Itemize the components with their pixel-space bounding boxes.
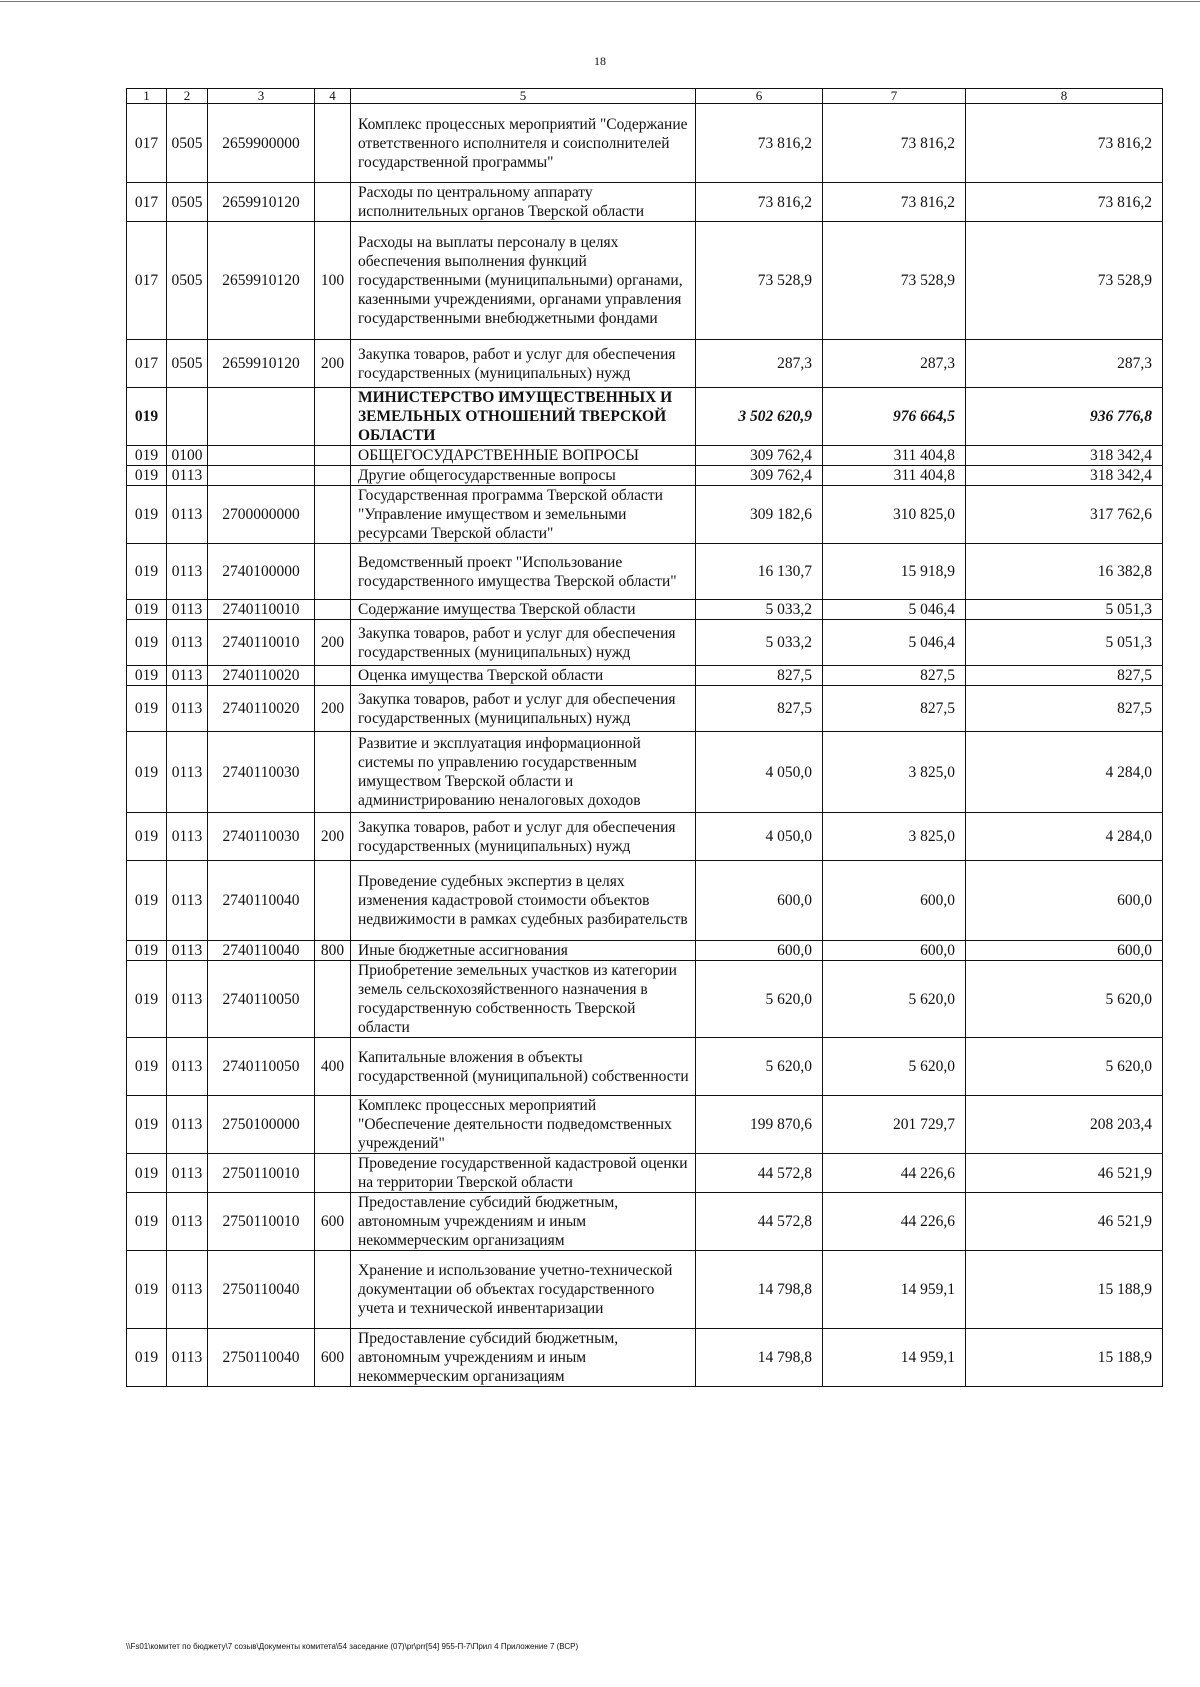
cell-c3: 2740110050: [208, 961, 315, 1038]
cell-c4: 100: [315, 222, 351, 340]
cell-c4: 600: [315, 1329, 351, 1387]
cell-c6: 73 816,2: [696, 104, 823, 183]
cell-c5: Капитальные вложения в объекты государственной (муниципальной) собственности: [351, 1038, 696, 1096]
cell-c6: 44 572,8: [696, 1193, 823, 1251]
cell-c7: 310 825,0: [823, 486, 966, 544]
cell-c1: 019: [127, 446, 167, 466]
cell-c5: Проведение судебных экспертиз в целях изменения кадастровой стоимости объектов недвижимости в рамках судебных разбирательств: [351, 861, 696, 941]
cell-c8: 600,0: [966, 861, 1163, 941]
table-row: [127, 222, 1163, 340]
cell-c8: 318 342,4: [966, 446, 1163, 466]
cell-c5: Закупка товаров, работ и услуг для обеспечения государственных (муниципальных) нужд: [351, 340, 696, 388]
cell-c7: 827,5: [823, 666, 966, 686]
cell-c8: 208 203,4: [966, 1096, 1163, 1154]
cell-c8: 73 816,2: [966, 104, 1163, 183]
cell-c1: 019: [127, 388, 167, 446]
cell-c8: 4 284,0: [966, 732, 1163, 813]
cell-c7: 3 825,0: [823, 732, 966, 813]
cell-c1: 019: [127, 600, 167, 620]
cell-c8: 46 521,9: [966, 1193, 1163, 1251]
cell-c3: 2740110040: [208, 941, 315, 961]
cell-c5: Закупка товаров, работ и услуг для обеспечения государственных (муниципальных) нужд: [351, 620, 696, 666]
cell-c2: 0113: [167, 620, 208, 666]
cell-c7: 5 046,4: [823, 620, 966, 666]
cell-c4: [315, 466, 351, 486]
cell-c8: 16 382,8: [966, 544, 1163, 600]
cell-c5: Иные бюджетные ассигнования: [351, 941, 696, 961]
cell-c5: Оценка имущества Тверской области: [351, 666, 696, 686]
cell-c3: 2750110040: [208, 1251, 315, 1329]
cell-c6: 309 762,4: [696, 466, 823, 486]
cell-c6: 600,0: [696, 861, 823, 941]
cell-c5: Расходы по центральному аппарату исполнительных органов Тверской области: [351, 183, 696, 222]
cell-c8: 936 776,8: [966, 388, 1163, 446]
cell-c7: 201 729,7: [823, 1096, 966, 1154]
cell-c5: Проведение государственной кадастровой оценки на территории Тверской области: [351, 1154, 696, 1193]
cell-c5: Развитие и эксплуатация информационной системы по управлению государственным имуществом Тверской области и администрированию неналоговых доходов: [351, 732, 696, 813]
table-row: [127, 1038, 1163, 1096]
cell-c7: 5 620,0: [823, 961, 966, 1038]
cell-c1: 019: [127, 941, 167, 961]
cell-c4: [315, 732, 351, 813]
cell-c8: 827,5: [966, 686, 1163, 732]
cell-c4: [315, 486, 351, 544]
cell-c6: 16 130,7: [696, 544, 823, 600]
cell-c4: [315, 600, 351, 620]
cell-c8: 4 284,0: [966, 813, 1163, 861]
cell-c7: 44 226,6: [823, 1193, 966, 1251]
cell-c3: 2659910120: [208, 340, 315, 388]
cell-c2: 0113: [167, 544, 208, 600]
cell-c5: Предоставление субсидий бюджетным, автономным учреждениям и иным некоммерческим организациям: [351, 1193, 696, 1251]
cell-c2: 0113: [167, 813, 208, 861]
cell-c7: 15 918,9: [823, 544, 966, 600]
table-header-row: [127, 89, 1163, 104]
cell-c5: Приобретение земельных участков из категории земель сельскохозяйственного назначения в государственную собственность Тверской области: [351, 961, 696, 1038]
cell-c8: 287,3: [966, 340, 1163, 388]
cell-c3: 2750110010: [208, 1154, 315, 1193]
cell-c7: 14 959,1: [823, 1329, 966, 1387]
cell-c3: 2700000000: [208, 486, 315, 544]
cell-c6: 287,3: [696, 340, 823, 388]
cell-c1: 019: [127, 813, 167, 861]
cell-c6: 14 798,8: [696, 1329, 823, 1387]
table-row: [127, 600, 1163, 620]
table-row: [127, 813, 1163, 861]
cell-c3: 2740110010: [208, 600, 315, 620]
cell-c7: 287,3: [823, 340, 966, 388]
cell-c6: 73 816,2: [696, 183, 823, 222]
cell-c4: 200: [315, 813, 351, 861]
cell-c4: [315, 183, 351, 222]
cell-c5: Закупка товаров, работ и услуг для обеспечения государственных (муниципальных) нужд: [351, 686, 696, 732]
cell-c3: 2740110020: [208, 666, 315, 686]
cell-c7: 827,5: [823, 686, 966, 732]
cell-c5: Государственная программа Тверской области "Управление имуществом и земельными ресурсами Тверской области": [351, 486, 696, 544]
cell-c7: 14 959,1: [823, 1251, 966, 1329]
cell-c5: Закупка товаров, работ и услуг для обеспечения государственных (муниципальных) нужд: [351, 813, 696, 861]
cell-c8: 317 762,6: [966, 486, 1163, 544]
cell-c4: 200: [315, 340, 351, 388]
cell-c4: 800: [315, 941, 351, 961]
table-row: [127, 1154, 1163, 1193]
cell-c8: 5 051,3: [966, 620, 1163, 666]
cell-c2: 0113: [167, 941, 208, 961]
cell-c4: [315, 961, 351, 1038]
cell-c8: 5 051,3: [966, 600, 1163, 620]
cell-c1: 017: [127, 222, 167, 340]
cell-c3: [208, 446, 315, 466]
cell-c2: 0113: [167, 486, 208, 544]
cell-c1: 019: [127, 620, 167, 666]
cell-c3: 2740100000: [208, 544, 315, 600]
cell-c7: 73 528,9: [823, 222, 966, 340]
table-row: [127, 1193, 1163, 1251]
table-row: [127, 544, 1163, 600]
cell-c6: 3 502 620,9: [696, 388, 823, 446]
table-row: [127, 1096, 1163, 1154]
table-row: [127, 686, 1163, 732]
cell-c4: [315, 388, 351, 446]
cell-c3: 2740110040: [208, 861, 315, 941]
cell-c7: 600,0: [823, 941, 966, 961]
cell-c2: 0505: [167, 183, 208, 222]
cell-c5: Содержание имущества Тверской области: [351, 600, 696, 620]
cell-c3: [208, 388, 315, 446]
cell-c8: 73 816,2: [966, 183, 1163, 222]
cell-c2: 0505: [167, 104, 208, 183]
table-row: [127, 620, 1163, 666]
cell-c6: 4 050,0: [696, 813, 823, 861]
table-row: [127, 486, 1163, 544]
cell-c7: 73 816,2: [823, 183, 966, 222]
cell-c6: 199 870,6: [696, 1096, 823, 1154]
table-row: [127, 104, 1163, 183]
cell-c3: 2750110040: [208, 1329, 315, 1387]
cell-c8: 73 528,9: [966, 222, 1163, 340]
cell-c8: 5 620,0: [966, 961, 1163, 1038]
cell-c1: 019: [127, 544, 167, 600]
cell-c2: [167, 388, 208, 446]
header-col-4: 4: [315, 89, 351, 104]
table-row: [127, 941, 1163, 961]
cell-c4: 200: [315, 620, 351, 666]
cell-c8: 827,5: [966, 666, 1163, 686]
cell-c1: 019: [127, 732, 167, 813]
cell-c2: 0113: [167, 961, 208, 1038]
cell-c2: 0113: [167, 861, 208, 941]
cell-c6: 5 033,2: [696, 600, 823, 620]
cell-c1: 019: [127, 686, 167, 732]
cell-c3: 2740110010: [208, 620, 315, 666]
scan-top-edge-line: [0, 1, 1200, 2]
cell-c2: 0113: [167, 666, 208, 686]
cell-c7: 600,0: [823, 861, 966, 941]
cell-c1: 017: [127, 104, 167, 183]
cell-c1: 019: [127, 1096, 167, 1154]
cell-c5: Хранение и использование учетно-технической документации об объектах государственного учета и технической инвентаризации: [351, 1251, 696, 1329]
header-col-2: 2: [167, 89, 208, 104]
cell-c8: 5 620,0: [966, 1038, 1163, 1096]
cell-c6: 827,5: [696, 686, 823, 732]
cell-c7: 311 404,8: [823, 446, 966, 466]
budget-table: [126, 88, 1163, 1387]
cell-c8: 46 521,9: [966, 1154, 1163, 1193]
table-row: [127, 183, 1163, 222]
cell-c7: 5 046,4: [823, 600, 966, 620]
cell-c8: 15 188,9: [966, 1329, 1163, 1387]
cell-c2: 0113: [167, 1251, 208, 1329]
cell-c5: МИНИСТЕРСТВО ИМУЩЕСТВЕННЫХ И ЗЕМЕЛЬНЫХ ОТНОШЕНИЙ ТВЕРСКОЙ ОБЛАСТИ: [351, 388, 696, 446]
table-row: [127, 340, 1163, 388]
cell-c6: 5 620,0: [696, 961, 823, 1038]
cell-c5: Предоставление субсидий бюджетным, автономным учреждениям и иным некоммерческим организациям: [351, 1329, 696, 1387]
cell-c3: [208, 466, 315, 486]
cell-c4: [315, 544, 351, 600]
cell-c3: 2740110030: [208, 732, 315, 813]
cell-c1: 017: [127, 183, 167, 222]
header-col-1: 1: [127, 89, 167, 104]
table-row: [127, 1329, 1163, 1387]
cell-c2: 0113: [167, 1038, 208, 1096]
cell-c1: 019: [127, 1251, 167, 1329]
table-row: [127, 446, 1163, 466]
cell-c5: Расходы на выплаты персоналу в целях обеспечения выполнения функций государственными (муниципальными) органами, казенными учреждениями, органами управления государственными внебюджетными фондами: [351, 222, 696, 340]
cell-c2: 0113: [167, 600, 208, 620]
cell-c4: [315, 861, 351, 941]
cell-c5: Другие общегосударственные вопросы: [351, 466, 696, 486]
cell-c6: 44 572,8: [696, 1154, 823, 1193]
cell-c4: [315, 104, 351, 183]
cell-c2: 0113: [167, 466, 208, 486]
header-col-6: 6: [696, 89, 823, 104]
cell-c1: 017: [127, 340, 167, 388]
header-col-7: 7: [823, 89, 966, 104]
cell-c5: Ведомственный проект "Использование государственного имущества Тверской области": [351, 544, 696, 600]
footer-file-path: \\Fs01\комитет по бюджету\7 созыв\Документы комитета\54 заседание (07)\pr\prr[54] 955-П-7\Прил 4 Приложение 7 (ВСР): [126, 1642, 579, 1651]
cell-c7: 73 816,2: [823, 104, 966, 183]
cell-c7: 5 620,0: [823, 1038, 966, 1096]
cell-c6: 73 528,9: [696, 222, 823, 340]
header-col-8: 8: [966, 89, 1163, 104]
cell-c1: 019: [127, 486, 167, 544]
cell-c7: 3 825,0: [823, 813, 966, 861]
cell-c2: 0113: [167, 1154, 208, 1193]
cell-c1: 019: [127, 1193, 167, 1251]
cell-c3: 2740110030: [208, 813, 315, 861]
table-row: [127, 1251, 1163, 1329]
cell-c3: 2659910120: [208, 222, 315, 340]
cell-c6: 4 050,0: [696, 732, 823, 813]
cell-c4: [315, 666, 351, 686]
cell-c2: 0505: [167, 222, 208, 340]
cell-c7: 976 664,5: [823, 388, 966, 446]
cell-c7: 311 404,8: [823, 466, 966, 486]
cell-c2: 0113: [167, 1329, 208, 1387]
cell-c7: 44 226,6: [823, 1154, 966, 1193]
cell-c4: [315, 446, 351, 466]
cell-c2: 0100: [167, 446, 208, 466]
cell-c4: [315, 1154, 351, 1193]
cell-c3: 2659910120: [208, 183, 315, 222]
cell-c4: 200: [315, 686, 351, 732]
cell-c1: 019: [127, 861, 167, 941]
cell-c2: 0113: [167, 1193, 208, 1251]
cell-c4: [315, 1096, 351, 1154]
cell-c1: 019: [127, 1154, 167, 1193]
cell-c1: 019: [127, 1329, 167, 1387]
table-row: [127, 861, 1163, 941]
cell-c4: [315, 1251, 351, 1329]
cell-c3: 2750100000: [208, 1096, 315, 1154]
cell-c3: 2740110050: [208, 1038, 315, 1096]
cell-c5: ОБЩЕГОСУДАРСТВЕННЫЕ ВОПРОСЫ: [351, 446, 696, 466]
cell-c4: 400: [315, 1038, 351, 1096]
cell-c6: 309 762,4: [696, 446, 823, 466]
cell-c3: 2740110020: [208, 686, 315, 732]
cell-c5: Комплекс процессных мероприятий "Обеспечение деятельности подведомственных учреждений": [351, 1096, 696, 1154]
cell-c5: Комплекс процессных мероприятий "Содержание ответственного исполнителя и соисполнителей государственной программы": [351, 104, 696, 183]
cell-c1: 019: [127, 1038, 167, 1096]
cell-c6: 14 798,8: [696, 1251, 823, 1329]
cell-c3: 2659900000: [208, 104, 315, 183]
cell-c6: 5 620,0: [696, 1038, 823, 1096]
cell-c2: 0113: [167, 732, 208, 813]
cell-c3: 2750110010: [208, 1193, 315, 1251]
page-number: 18: [594, 54, 606, 68]
cell-c2: 0113: [167, 686, 208, 732]
cell-c1: 019: [127, 666, 167, 686]
cell-c2: 0113: [167, 1096, 208, 1154]
cell-c8: 318 342,4: [966, 466, 1163, 486]
cell-c6: 600,0: [696, 941, 823, 961]
cell-c4: 600: [315, 1193, 351, 1251]
header-col-3: 3: [208, 89, 315, 104]
cell-c6: 309 182,6: [696, 486, 823, 544]
cell-c1: 019: [127, 961, 167, 1038]
cell-c8: 600,0: [966, 941, 1163, 961]
table-row: [127, 466, 1163, 486]
table-row: [127, 961, 1163, 1038]
header-col-5: 5: [351, 89, 696, 104]
cell-c6: 5 033,2: [696, 620, 823, 666]
table-row: [127, 388, 1163, 446]
cell-c6: 827,5: [696, 666, 823, 686]
cell-c1: 019: [127, 466, 167, 486]
table-row: [127, 666, 1163, 686]
table-row: [127, 732, 1163, 813]
cell-c8: 15 188,9: [966, 1251, 1163, 1329]
cell-c2: 0505: [167, 340, 208, 388]
